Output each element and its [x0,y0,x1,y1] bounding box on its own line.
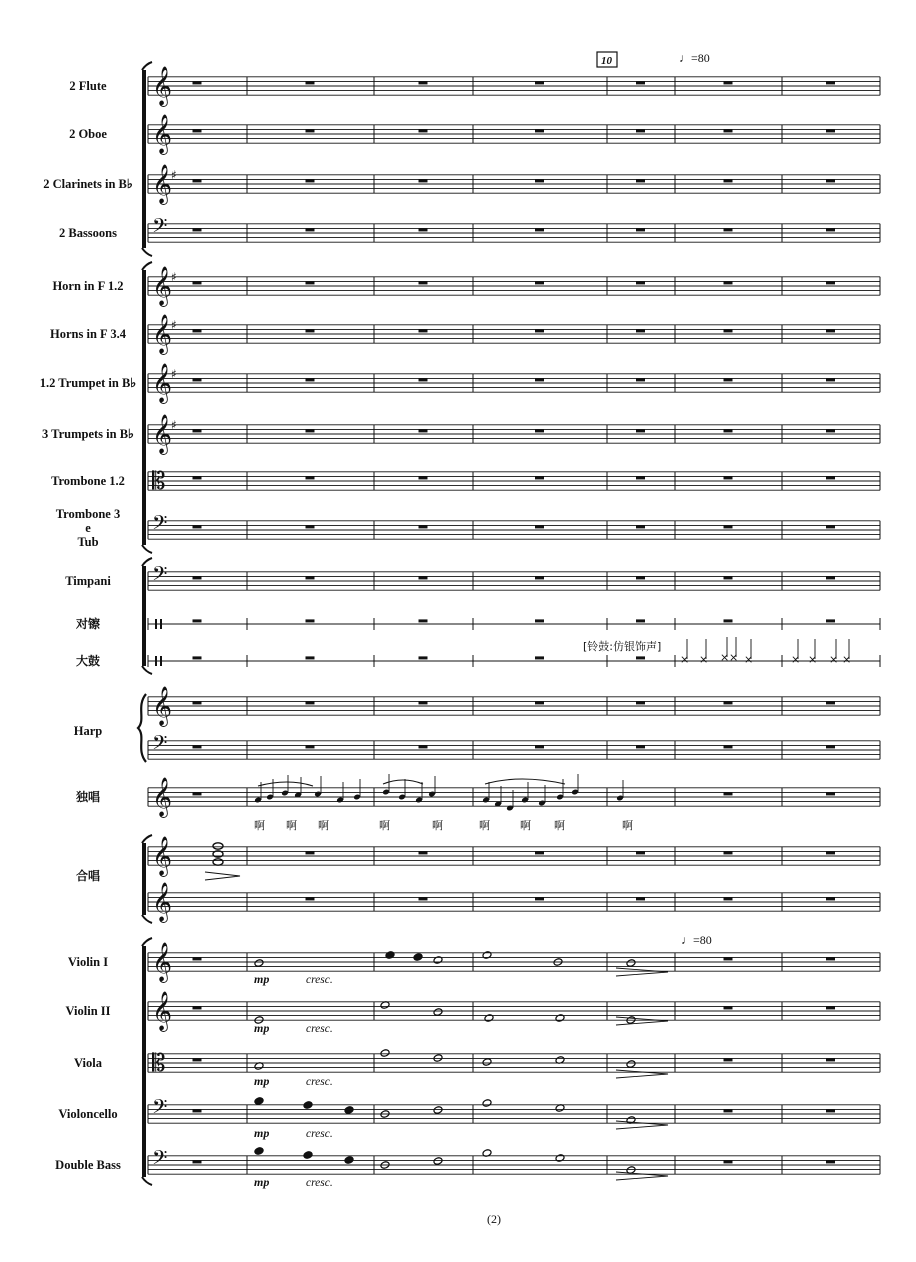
notehead [433,1008,443,1017]
clef-icon: 𝄞 [152,266,173,306]
notehead [482,951,492,960]
notehead [380,1049,390,1058]
percussion-annotation: [铃鼓:仿银饰声] [583,640,662,653]
rest-icon [535,129,544,132]
rest-icon [826,576,835,579]
instrument-label: 1.2 Trumpet in B♭ [39,376,137,390]
decrescendo-hairpin [616,1017,668,1025]
x-notehead-icon: × [720,651,730,664]
staff [148,467,880,495]
rest-icon [636,228,645,231]
rest-icon [826,81,835,84]
rest-icon [826,476,835,479]
rest-icon [535,179,544,182]
lyric-syllable: 啊 [379,819,390,832]
bracket-brass [142,270,146,545]
decrescendo-hairpin [616,968,668,976]
clef-icon: 𝄢 [152,214,168,242]
rest-icon [826,1160,835,1163]
instrument-label: 2 Bassoons [58,226,118,240]
rest-icon [306,701,315,704]
clef-icon: 𝄞 [152,991,173,1031]
clef-icon: 𝄞 [152,66,173,106]
tempo-mark-top: ♩=80 [679,51,710,65]
rest-icon [535,656,544,659]
rest-icon [306,525,315,528]
rest-icon [636,745,645,748]
lyric-syllable: 啊 [554,819,565,832]
notehead [254,1097,264,1106]
dynamic-mp: mp [254,1074,270,1088]
rest-icon [193,792,202,795]
clef-icon: 𝄞 [152,686,173,726]
clef-icon: 𝄞 [152,777,173,817]
staff [148,777,880,818]
rest-icon [826,525,835,528]
decrescendo-hairpin [616,1070,668,1078]
rest-icon [826,701,835,704]
lyric-syllable: 啊 [520,819,531,832]
staff [148,562,880,590]
instrument-label: 2 Flute [69,79,107,93]
rest-icon [636,378,645,381]
dynamic-mp: mp [254,1126,270,1140]
rest-icon [306,576,315,579]
rest-icon [193,1058,202,1061]
staff [148,655,880,667]
rest-icon [724,957,733,960]
clef-icon: 𝄞 [152,942,173,982]
rest-icon [306,129,315,132]
notehead [555,1014,565,1023]
rest-icon [535,476,544,479]
rest-icon [724,81,733,84]
bracket-choir [142,915,152,923]
rest-icon [419,745,428,748]
rest-icon [419,81,428,84]
rest-icon [724,476,733,479]
rest-icon [306,476,315,479]
rest-icon [724,129,733,132]
rest-icon [419,129,428,132]
notehead [482,1058,492,1067]
bracket-woodwinds [142,248,152,256]
notehead [482,1099,492,1108]
rest-icon [724,701,733,704]
rest-icon [636,81,645,84]
rest-icon [419,576,428,579]
rest-icon [419,656,428,659]
rest-icon [826,179,835,182]
notehead [626,959,636,968]
instrument-label: 3 Trumpets in B♭ [42,427,134,441]
instrument-label: 2 Clarinets in B♭ [43,177,133,191]
rest-icon [636,576,645,579]
staff [148,618,880,630]
bracket-woodwinds [142,70,146,248]
instrument-labels [40,79,137,1172]
instrument-label: Viola [73,1056,103,1070]
clef-icon: 𝄞 [152,363,173,403]
staff [148,114,880,155]
lyric-syllable: 啊 [286,819,297,832]
rest-icon [636,525,645,528]
x-notehead-icon: × [791,653,801,666]
rest-icon [419,329,428,332]
lyric-syllable: 啊 [318,819,329,832]
bracket-strings [142,938,152,946]
notehead [433,1157,443,1166]
rest-icon [193,701,202,704]
rest-icon [826,1109,835,1112]
lyric-syllable: 啊 [432,819,443,832]
rest-icon [419,525,428,528]
rest-icon [193,745,202,748]
rest-icon [193,1109,202,1112]
staff [148,314,880,355]
rest-icon [724,851,733,854]
staff [148,66,880,107]
rest-icon [419,701,428,704]
rest-icon [193,179,202,182]
x-notehead-icon: × [729,651,739,664]
instrument-label: Trombone 1.2 [51,474,125,488]
dynamic-cresc: cresc. [306,1023,333,1035]
percussion-clef-icon [160,619,162,629]
rest-icon [724,792,733,795]
rest-icon [826,281,835,284]
sharp-key-icon: ♯ [171,318,177,332]
rest-icon [724,1160,733,1163]
rest-icon [636,897,645,900]
instrument-label: 2 Oboe [69,127,107,141]
rest-icon [193,525,202,528]
clef-icon: 𝄡 [152,1049,166,1077]
rest-icon [724,576,733,579]
rest-icon [193,129,202,132]
rehearsal-mark [597,52,617,67]
rest-icon [636,179,645,182]
staff [148,836,880,877]
rest-icon [419,897,428,900]
notehead [484,1014,494,1023]
x-notehead-icon: × [680,653,690,666]
lyric-syllable: 啊 [622,819,633,832]
clef-icon: 𝄢 [152,1146,168,1174]
rest-icon [826,792,835,795]
rest-icon [535,701,544,704]
rehearsal-mark-text: 10 [601,55,612,67]
rest-icon [535,81,544,84]
rest-icon [535,576,544,579]
clef-icon: 𝄡 [152,467,166,495]
dynamic-cresc: cresc. [306,1177,333,1189]
rest-icon [193,81,202,84]
clef-icon: 𝄢 [152,562,168,590]
x-notehead-icon: × [699,653,709,666]
bracket-percussion [142,666,152,674]
rest-icon [826,129,835,132]
dynamic-cresc: cresc. [306,974,333,986]
rest-icon [724,1058,733,1061]
instrument-label: Harp [73,724,103,738]
rest-icon [636,701,645,704]
rest-icon [193,281,202,284]
notehead [385,951,395,960]
x-notehead-icon: × [842,653,852,666]
rest-icon [306,656,315,659]
x-notehead-icon: × [829,653,839,666]
sharp-key-icon: ♯ [171,168,177,182]
rest-icon [193,656,202,659]
percussion-clef-icon [160,656,162,666]
sharp-key-icon: ♯ [171,418,177,432]
instrument-label: Horns in F 3.4 [50,327,126,341]
notehead [303,1101,313,1110]
rest-icon [306,81,315,84]
staff [148,882,880,923]
rest-icon [193,957,202,960]
rest-icon [636,129,645,132]
rest-icon [636,281,645,284]
rest-icon [419,851,428,854]
rest-icon [419,476,428,479]
notehead [213,843,223,849]
clef-icon: 𝄞 [152,164,173,204]
page-number: (2) [487,1212,501,1226]
rest-icon [306,851,315,854]
rest-icon [535,851,544,854]
instrument-label: Violin I [67,955,109,969]
rest-icon [306,179,315,182]
instrument-label: Tub [77,535,99,549]
rest-icon [826,329,835,332]
tempo-mark-strings: ♩=80 [681,933,712,947]
instrument-label: 独唱 [75,790,101,804]
notation [205,637,851,1180]
rest-icon [535,228,544,231]
rest-icon [419,619,428,622]
rest-icon [193,378,202,381]
staff [148,164,880,205]
instrument-label: 对镲 [75,617,101,631]
notehead [254,1147,264,1156]
rest-icon [419,281,428,284]
rest-icon [306,329,315,332]
rest-icon [724,378,733,381]
sharp-key-icon: ♯ [171,270,177,284]
rest-icon [826,228,835,231]
bracket-strings [142,1177,152,1185]
percussion-clef-icon [155,619,157,629]
instrument-label: Violin II [65,1004,111,1018]
rest-icon [306,281,315,284]
bracket-woodwinds [142,62,152,70]
notehead [555,1154,565,1163]
bracket-strings [142,946,146,1177]
rest-icon [724,228,733,231]
dynamic-mp: mp [254,1175,270,1189]
rest-icon [826,897,835,900]
rest-icon [306,745,315,748]
clef-icon: 𝄢 [152,731,168,759]
rest-icon [193,429,202,432]
rest-icon [535,897,544,900]
notehead [344,1106,354,1115]
dynamic-mp: mp [254,1021,270,1035]
instrument-label: e [85,521,91,535]
rest-icon [724,897,733,900]
string-dynamics [254,972,333,1189]
rest-icon [535,429,544,432]
rest-icon [419,179,428,182]
rest-icon [419,378,428,381]
rest-icon [636,619,645,622]
notehead [344,1156,354,1165]
rest-icon [193,576,202,579]
x-notehead-icon: × [744,653,754,666]
lyric-syllable: 啊 [479,819,490,832]
bracket-brass [142,545,152,553]
staff [148,266,880,307]
rest-icon [193,1006,202,1009]
bracket-percussion [142,558,152,566]
instrument-label: Violoncello [58,1107,118,1121]
instrument-label: Trombone 3 [55,507,121,521]
x-notehead-icon: × [808,653,818,666]
clef-icon: 𝄞 [152,882,173,922]
notehead [433,1106,443,1115]
staff [148,731,880,759]
bracket-percussion [142,566,146,666]
rest-icon [306,619,315,622]
clef-icon: 𝄞 [152,836,173,876]
rest-icon [826,1058,835,1061]
bracket-choir [142,835,152,843]
rest-icon [724,1006,733,1009]
bracket-brass [142,262,152,270]
percussion-clef-icon [155,656,157,666]
rest-icon [636,329,645,332]
decrescendo-hairpin [616,1172,668,1180]
rest-icon [636,656,645,659]
rest-icon [306,897,315,900]
staff [148,214,880,242]
staff [148,511,880,539]
rest-icon [636,851,645,854]
staff [148,414,880,455]
decrescendo-hairpin [616,1121,668,1129]
rest-icon [535,329,544,332]
rest-icon [724,1109,733,1112]
rest-icon [193,476,202,479]
solo-lyrics [254,819,633,832]
clef-icon: 𝄞 [152,414,173,454]
rest-icon [826,619,835,622]
rest-icon [535,525,544,528]
notehead [413,953,423,962]
instrument-label: Horn in F 1.2 [52,279,124,293]
rest-icon [826,745,835,748]
rest-icon [535,378,544,381]
rest-icon [724,525,733,528]
rest-icon [419,429,428,432]
rest-icon [724,745,733,748]
rest-icon [306,228,315,231]
rest-icon [306,378,315,381]
rest-icon [193,329,202,332]
rest-icon [826,429,835,432]
rest-icon [636,429,645,432]
clef-icon: 𝄞 [152,314,173,354]
rest-icon [535,619,544,622]
rest-icon [724,179,733,182]
rest-icon [535,745,544,748]
slur [485,779,565,784]
dynamic-cresc: cresc. [306,1076,333,1088]
dynamic-cresc: cresc. [306,1128,333,1140]
rest-icon [826,851,835,854]
instrument-label: Timpani [65,574,111,588]
rest-icon [826,957,835,960]
rest-icon [724,281,733,284]
staff [148,686,880,727]
instrument-label: 合唱 [75,869,101,883]
dynamic-mp: mp [254,972,270,986]
rest-icon [306,429,315,432]
staff [148,363,880,404]
rest-icon [826,1006,835,1009]
rest-icon [724,619,733,622]
rest-icon [193,1160,202,1163]
rest-icon [724,329,733,332]
instrument-label: Double Bass [55,1158,121,1172]
brace-harp [138,694,146,762]
bracket-choir [142,843,146,915]
rest-icon [193,228,202,231]
rest-icon [636,476,645,479]
clef-icon: 𝄢 [152,511,168,539]
rest-icon [535,281,544,284]
decrescendo-hairpin [205,872,240,880]
staff-lines [138,62,880,1185]
notehead [303,1151,313,1160]
slur [258,782,313,786]
clef-icon: 𝄞 [152,114,173,154]
notehead [626,1060,636,1069]
rest-icon [826,378,835,381]
rest-icon [419,228,428,231]
clef-icon: 𝄢 [152,1095,168,1123]
rest-icon [193,619,202,622]
sharp-key-icon: ♯ [171,367,177,381]
notehead [254,959,264,968]
lyric-syllable: 啊 [254,819,265,832]
notehead [213,859,223,865]
instrument-label: 大鼓 [75,654,101,668]
rest-icon [724,429,733,432]
